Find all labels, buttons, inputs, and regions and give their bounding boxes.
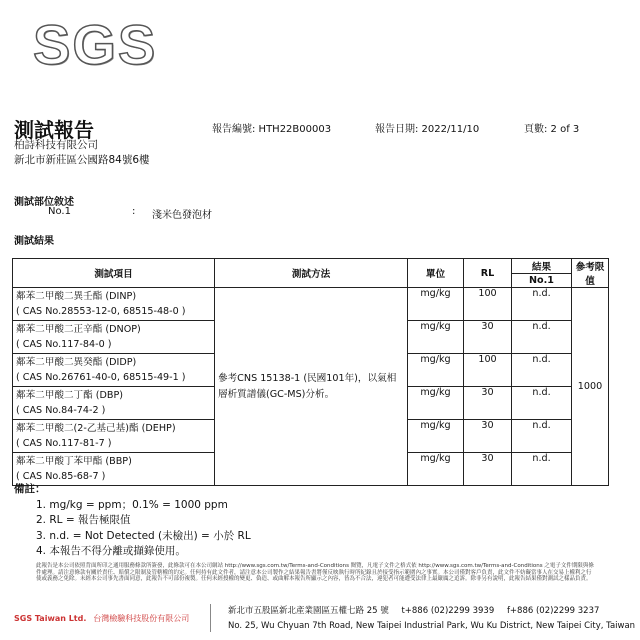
col-header-result: 結果 [512,259,572,274]
unit-cell: mg/kg [408,387,464,420]
company-address: 新北市新莊區公國路84號6樓 [14,154,150,166]
results-table [12,258,609,486]
footer-tel: t+886 (02)2299 3939 [401,606,495,616]
footer-address-en: No. 25, Wu Chyuan 7th Road, New Taipei Industrial Park, Wu Ku District, New Taipei City, Taiwan [228,621,636,631]
test-item [13,453,215,486]
result-cell: n.d. [512,453,572,486]
footer-company-zh: 台灣檢驗科技股份有限公司 [93,614,190,623]
item-name: 鄰苯二甲酸二異癸酯 (DIDP) [16,357,137,368]
report-number: 報告編號: HTH22B00003 [212,124,332,135]
footer-company [14,613,189,624]
limit-cell: 1000 [572,288,609,486]
note-item: 4. 本報告不得分離或擷錄使用。 [36,545,186,557]
col-header-rl: RL [464,259,512,288]
test-item [13,321,215,354]
item-cas: ( CAS No.85-68-7 ) [16,471,106,482]
unit-cell: mg/kg [408,321,464,354]
test-item [13,354,215,387]
result-cell: n.d. [512,321,572,354]
rl-cell: 100 [464,354,512,387]
note-item: 1. mg/kg = ppm；0.1% = 1000 ppm [36,498,228,511]
result-cell: n.d. [512,387,572,420]
unit-cell: mg/kg [408,453,464,486]
item-cas: ( CAS No.26761-40-0, 68515-49-1 ) [16,372,186,383]
rl-cell: 30 [464,453,512,486]
company-block [14,138,150,168]
col-header-unit: 單位 [408,259,464,288]
footer-fax: f+886 (02)2299 3237 [506,606,600,616]
item-name: 鄰苯二甲酸二正辛酯 (DNOP) [16,324,141,335]
col-header-method: 測試方法 [215,259,408,288]
table-row [13,288,609,321]
col-header-item: 測試項目 [13,259,215,288]
company-name: 柏詩科技有限公司 [14,139,98,151]
item-cas: ( CAS No.117-84-0 ) [16,339,112,350]
test-item [13,420,215,453]
rl-cell: 100 [464,288,512,321]
footer-company-en: SGS Taiwan Ltd. [14,614,87,623]
part-colon: : [132,206,136,217]
col-header-limit: 參考限值 [572,259,609,288]
col-header-result-no: No.1 [512,274,572,288]
footer-address-zh: 新北市五股區新北產業園區五權七路 25 號 [228,606,389,616]
page-number: 頁數: 2 of 3 [524,124,580,135]
notes-heading: 備註： [14,483,46,495]
rl-cell: 30 [464,420,512,453]
report-title: 測試報告 [14,118,94,142]
sgs-logo: SGS [33,13,158,76]
footer-address [228,604,635,634]
note-item: 3. n.d. = Not Detected (未檢出) = 小於 RL [36,529,251,542]
unit-cell: mg/kg [408,420,464,453]
result-cell: n.d. [512,420,572,453]
note-item: 2. RL = 報告極限值 [36,514,131,526]
unit-cell: mg/kg [408,288,464,321]
part-heading: 測試部位敘述 [14,197,74,208]
item-cas: ( CAS No.28553-12-0, 68515-48-0 ) [16,306,186,317]
rl-cell: 30 [464,387,512,420]
report-date: 報告日期: 2022/11/10 [375,124,480,135]
part-no: No.1 [48,206,71,217]
item-name: 鄰苯二甲酸二(2-乙基己基)酯 (DEHP) [16,423,176,434]
notes-block [14,482,251,560]
test-method: 參考CNS 15138-1 (民國101年)，以氣相層析質譜儀(GC-MS)分析。 [215,288,408,486]
disclaimer-text: 此報告是本公司依照背面所印之通用服務條款所簽發，此條款可在本公司網站 http://www.sgs.com.tw/Terms-and-Conditions 閱覽，凡電子文件之格式依 http://www.sgs.com.tw/Terms-and-Conditions 之電子文件期限與條件處理。請注意條款有關於責任、賠償之限制及管轄權的約定。任何持有此文件者，請注意本公司製作之結果報告書將僅反映執行時所紀錄且於接受指示範圍內之事實。本公司僅對客戶負責，此文件不妨礙當事人在交易上權利之行使或義務之免除。未經本公司事先書面同意，此報告不可部份複製。任何未經授權的變更、偽造、或曲解本報告所顯示之內容，皆為不合法，違犯者可能遭受法律上最嚴厲之追訴。除非另有說明，此報告結果僅對測試之樣品負責。 [36,563,594,582]
results-heading: 測試結果 [14,236,54,247]
item-cas: ( CAS No.117-81-7 ) [16,438,112,449]
test-item [13,387,215,420]
part-description: 淺米色發泡材 [152,210,212,221]
result-cell: n.d. [512,354,572,387]
item-name: 鄰苯二甲酸二異壬酯 (DINP) [16,291,137,302]
rl-cell: 30 [464,321,512,354]
item-name: 鄰苯二甲酸丁苯甲酯 (BBP) [16,456,132,467]
unit-cell: mg/kg [408,354,464,387]
item-cas: ( CAS No.84-74-2 ) [16,405,106,416]
test-item [13,288,215,321]
item-name: 鄰苯二甲酸二丁酯 (DBP) [16,390,124,401]
footer-divider [210,604,211,632]
result-cell: n.d. [512,288,572,321]
